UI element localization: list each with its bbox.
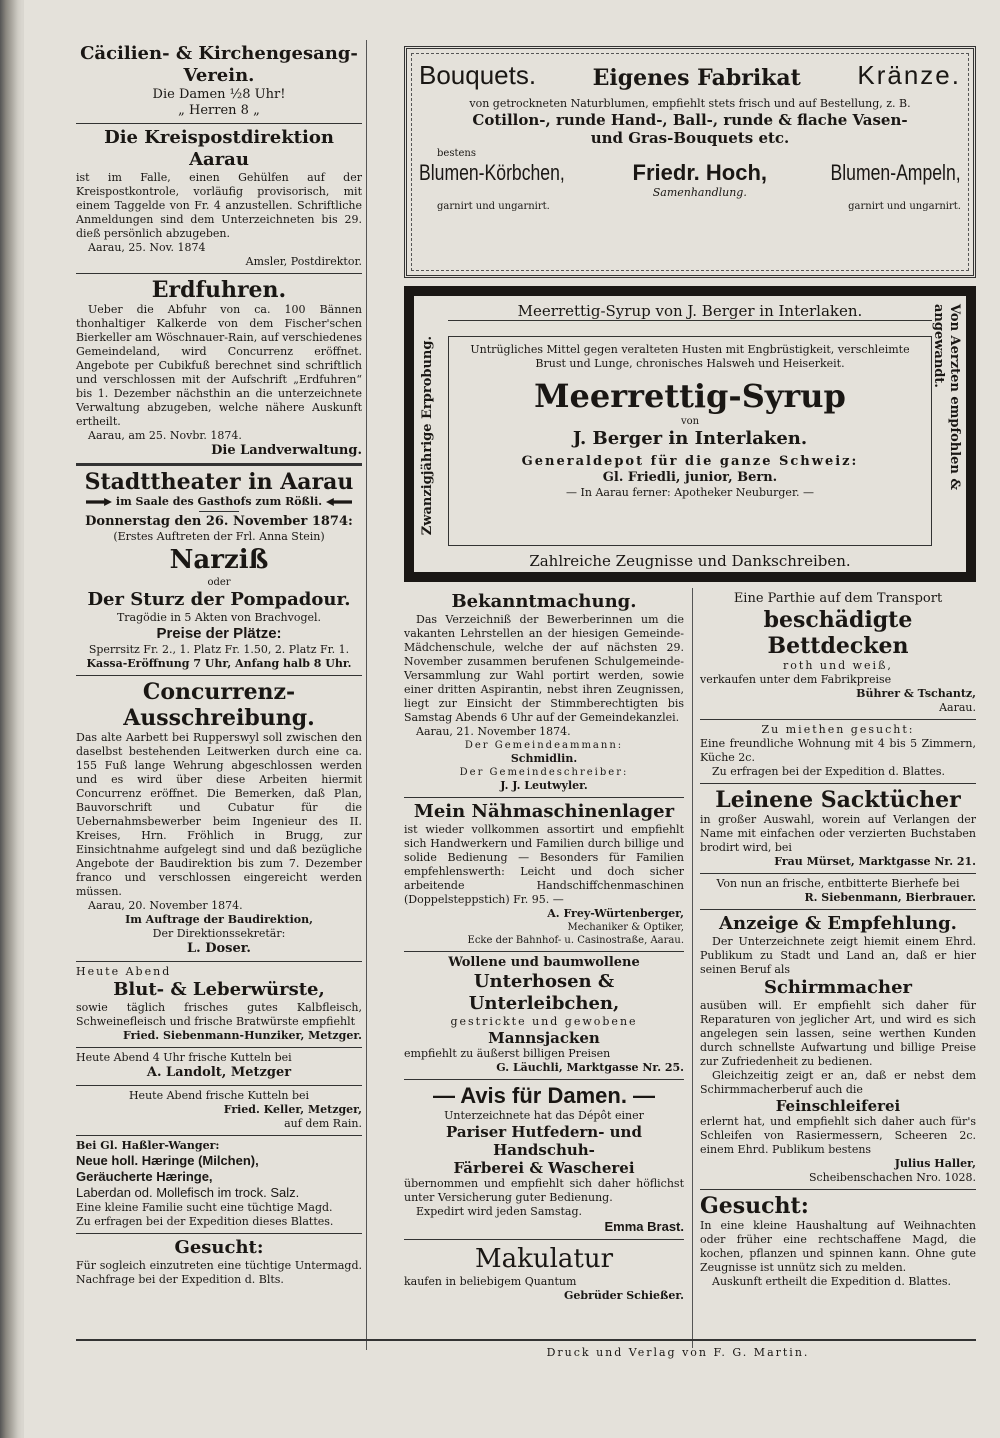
avis-l1: Unterzeichnete hat das Dépôt einer [444, 1109, 644, 1122]
left-column [76, 40, 362, 1291]
bekanntmachung-title: Bekanntmachung. [451, 591, 637, 612]
bouquets-line2: Cotillon-, runde Hand-, Ball-, runde & flache Vasen- [472, 111, 908, 129]
bouquets-garnirt-row [419, 200, 961, 213]
unterhosen-l3: Mannsjacken [488, 1029, 600, 1047]
kreispost-title: Die Kreispostdirektion Aarau [104, 127, 334, 170]
naehmaschinen-body: ist wieder vollkommen assortirt und empfiehlt sich Handwerkern und Familien durch billige und solide Bedienung — Besonders für Familien empfehlenswerth: Leicht und doch sicher arbeitende Handschiffchenmaschinen (Doppelsteppstich) Fr. 95. — [404, 823, 684, 906]
anzeige-job2: Feinschleiferei [775, 1097, 901, 1115]
erdfuhren-sign: Die Landverwaltung. [211, 443, 362, 458]
bekanntmachung-s4: J. J. Leutwyler. [500, 779, 588, 792]
kutteln2-line: Heute Abend frische Kutteln bei [128, 1089, 310, 1102]
bouquets-line1: von getrockneten Naturblumen, empfiehlt stets frisch und auf Bestellung, z. B. [469, 97, 911, 110]
bettdecken-l1: Eine Parthie auf dem Transport [733, 591, 943, 606]
makulatur-l1: kaufen in beliebigem Quantum [404, 1275, 577, 1288]
unterhosen-l2: gestrickte und gewobene [450, 1015, 638, 1028]
erdfuhren-title: Erdfuhren. [151, 277, 287, 303]
syrup-left-vertical: Zwanzigjährige Erprobung. [420, 336, 435, 536]
makulatur-sign: Gebrüder Schießer. [564, 1289, 684, 1302]
ad-avis [404, 1080, 684, 1240]
concurrenz-body: Das alte Aarbett bei Rupperswyl soll zwischen den daselbst bestehenden Leitwerken durch eine ca. 155 Fuß lange Wehrung abgeschlossen werden und es wird über diese Arbeiten hiermit Concurrenz eröffnet. Die Bemerken, daß Plan, Bauvorschrift und Cubatur für die Uebernahmsbewerber beim Ingenieur des II. Kreises, Hrn. Fröhlich in Brugg, zur Einsichtnahme aufgelegt sind und daß bezügliche Angebote der Baudirektion bis zum 7. Dezember franco und verschlossen eingereicht werden müssen. [76, 731, 362, 898]
ad-makulatur [404, 1240, 684, 1307]
ad-gesucht-magd [700, 1190, 976, 1293]
bouquets-firm: Samenhandlung. [652, 186, 747, 199]
wohnung-l2: Eine freundliche Wohnung mit 4 bis 5 Zimmern, Küche 2c. [700, 737, 976, 764]
ad-concurrenz [76, 676, 362, 962]
anzeige-job: Schirmmacher [763, 977, 913, 998]
theater-title: Stadttheater in Aarau [84, 469, 354, 495]
pointing-hand-icon [326, 498, 352, 506]
haering-line5: Zu erfragen bei der Expedition dieses Blattes. [76, 1215, 334, 1228]
ad-anzeige [700, 910, 976, 1190]
theater-times: Kassa-Eröffnung 7 Uhr, Anfang halb 8 Uhr. [86, 657, 352, 670]
anzeige-body2: ausüben will. Er empfiehlt sich daher für Reparaturen von jeglicher Art, und wird es sich angelegen sein lassen, seine werthen Kunden durch schnellste Aufwartung und billige Preise zur Zufriedenheit zu bedienen. [700, 999, 976, 1068]
pointing-hand-icon [86, 498, 112, 506]
bouquets-firm-block [633, 160, 767, 200]
blutwurst-sign: Fried. Siebenmann-Hunziker, Metzger. [123, 1029, 362, 1042]
kreispost-sign: Amsler, Postdirektor. [245, 255, 362, 268]
concurrenz-title: Concurrenz-Ausschreibung. [123, 679, 315, 731]
right-sub-right-column [700, 588, 976, 1293]
theater-play: Narziß [169, 545, 269, 575]
bouquets-header [419, 59, 961, 91]
gesucht2-title: Gesucht: [700, 1193, 809, 1219]
caecilien-line1: Die Damen ½8 Uhr! [152, 87, 286, 102]
naehmaschinen-s1: A. Frey-Würtenberger, [547, 907, 684, 920]
bettdecken-s2: Aarau. [939, 701, 976, 714]
gesucht-body: Für sogleich einzutreten eine tüchtige Untermagd. Nachfrage bei der Expedition d. Blts. [76, 1259, 362, 1286]
bekanntmachung-s2: Schmidlin. [510, 752, 578, 765]
divider [199, 511, 239, 512]
anzeige-body: Der Unterzeichnete zeigt hiemit einem Ehrd. Publikum zu Stadt und Land an, daß er hier seinen Beruf als [700, 935, 976, 976]
bouquets-line3: und Gras-Bouquets etc. [590, 129, 790, 147]
theater-genre: Tragödie in 5 Akten von Brachvogel. [116, 611, 322, 624]
right-sub-left-column [404, 588, 684, 1307]
naehmaschinen-s2: Mechaniker & Optiker, [567, 922, 684, 933]
sacktuecher-body: in großer Auswahl, worein auf Verlangen der Name mit einfachen oder verzierten Buchstaben brodirt wird, bei [700, 813, 976, 854]
bekanntmachung-date: Aarau, 21. November 1874. [416, 725, 571, 738]
bier-l1: Von nun an frische, entbitterte Bierhefe bei [716, 877, 960, 890]
caecilien-title: Cäcilien- & Kirchengesang-Verein. [80, 43, 358, 86]
gesucht2-l1: Auskunft ertheilt die Expedition d. Blattes. [712, 1275, 951, 1288]
kutteln1-sign: A. Landolt, Metzger [146, 1065, 292, 1080]
theater-venue-row [76, 495, 362, 509]
blutwurst-body: sowie täglich frisches gutes Kalbfleisch, Schweinefleisch und frische Bratwürste empfiehlt [76, 1001, 362, 1028]
ad-bier [700, 874, 976, 910]
theater-venue: im Saale des Gasthofs zum Rößli. [115, 495, 323, 508]
bouquets-bottom [419, 160, 961, 200]
anzeige-s1: Julius Haller, [894, 1157, 976, 1170]
kutteln1-line: Heute Abend 4 Uhr frische Kutteln bei [76, 1051, 292, 1064]
bouquets-left-title: Bouquets. [419, 60, 537, 90]
syrup-maker: J. Berger in Interlaken. [572, 428, 808, 449]
syrup-right-vertical: Von Aerzten empfohlen & angewandt. [931, 304, 962, 491]
bouquets-garnirt-right: garnirt und ungarnirt. [848, 201, 961, 212]
theater-oder: oder [207, 577, 231, 588]
bottom-rule [76, 1339, 976, 1341]
kreispost-body: ist im Falle, einen Gehülfen auf der Kreispostkontrole, vorläufig provisorisch, mit einem Taggelde von Fr. 4 anzustellen. Schriftliche Anmeldungen sind dem Unterzeichneten bis 29. dieß persönlich abzugeben. [76, 171, 362, 240]
ad-theater [76, 464, 362, 676]
bier-sign: R. Siebenmann, Bierbrauer. [804, 891, 976, 904]
syrup-header: Meerrettig-Syrup von J. Berger in Interlaken. [448, 300, 932, 321]
concurrenz-sign2: Der Direktionssekretär: [152, 927, 286, 940]
concurrenz-sign1: Im Auftrage der Baudirektion, [125, 913, 313, 926]
unterhosen-sign: G. Läuchli, Marktgasse Nr. 25. [496, 1061, 684, 1074]
unterhosen-l1: Wollene und baumwollene [448, 955, 640, 970]
naehmaschinen-s3: Ecke der Bahnhof- u. Casinostraße, Aarau. [467, 935, 684, 946]
ad-bekanntmachung [404, 588, 684, 798]
erdfuhren-body: Ueber die Abfuhr von ca. 100 Bännen thonhaltiger Kalkerde von dem Fischer'schen Bierkeller am Wöschnauer-Rain, auf verschiedenes Gemeindeland, wird Concurrenz eröffnet. Angebote per Cubikfuß berechnet sind schriftlich und verschlossen mit der Aufschrift „Erdfuhren“ bis 1. Dezember nächsthin an die unterzeichnete Verwaltung abzugeben, welche nähere Auskunft ertheilt. [76, 303, 362, 428]
bouquets-center-title: Eigenes Fabrikat [592, 65, 801, 91]
syrup-depot: Generaldepot für die ganze Schweiz: [521, 454, 859, 469]
anzeige-s2: Scheibenschachen Nro. 1028. [808, 1171, 976, 1184]
theater-prices: Sperrsitz Fr. 2., 1. Platz Fr. 1.50, 2. Platz Fr. 1. [88, 643, 350, 656]
syrup-title: Meerrettig-Syrup [534, 377, 846, 415]
kutteln2-sign1: Fried. Keller, Metzger, [223, 1103, 362, 1116]
kutteln2-sign2: auf dem Rain. [284, 1117, 362, 1130]
footer-imprint: Druck und Verlag von F. G. Martin. [546, 1346, 810, 1359]
ad-bouquets [404, 46, 976, 278]
sacktuecher-title: Leinene Sacktücher [715, 787, 961, 813]
makulatur-title: Makulatur [474, 1244, 614, 1274]
haering-line1: Neue holl. Hæringe (Milchen), [76, 1153, 259, 1168]
sacktuecher-sign: Frau Mürset, Marktgasse Nr. 21. [774, 855, 976, 868]
concurrenz-sign3: L. Doser. [187, 941, 251, 956]
theater-prices-title: Preise der Plätze: [156, 625, 282, 642]
syrup-inner-box [448, 336, 932, 546]
bettdecken-s1: Bührer & Tschantz, [856, 687, 976, 700]
concurrenz-date: Aarau, 20. November 1874. [88, 899, 243, 912]
syrup-depot-name: Gl. Friedli, junior, Bern. [602, 470, 778, 485]
ad-erdfuhren [76, 274, 362, 464]
unterhosen-title: Unterhosen & Unterleibchen, [468, 971, 620, 1014]
bouquets-name: Friedr. Hoch, [632, 160, 768, 185]
avis-l2: Expedirt wird jeden Samstag. [416, 1205, 582, 1218]
bettdecken-l3: verkaufen unter dem Fabrikpreise [700, 673, 892, 686]
syrup-aarau: — In Aarau ferner: Apotheker Neuburger. — [566, 486, 814, 499]
haering-line4: Eine kleine Familie sucht eine tüchtige Magd. [76, 1201, 333, 1214]
ad-wohnung [700, 720, 976, 784]
avis-title: — Avis für Damen. — [432, 1083, 656, 1108]
ad-kutteln-landolt [76, 1048, 362, 1086]
book-binding-edge [0, 0, 22, 1438]
haering-line3: Laberdan od. Mollefisch im trock. Salz. [76, 1185, 300, 1200]
bettdecken-title: beschädigte Bettdecken [763, 607, 913, 659]
blutwurst-title: Blut- & Leberwürste, [113, 979, 325, 1000]
syrup-desc: Untrügliches Mittel gegen veralteten Husten mit Engbrüstigkeit, verschleimte Brust und Lunge, chronisches Halsweh und Heiserkeit. [470, 343, 910, 370]
unterhosen-l4: empfiehlt zu äußerst billigen Preisen [404, 1047, 611, 1060]
bouquets-right-title: Kränze. [857, 60, 961, 90]
anzeige-body4: erlernt hat, und empfiehlt sich daher auch für's Schleifen von Rasiermessern, Scheeren 2c. einem Ehrd. Publikum bestens [700, 1115, 976, 1156]
ad-blutwurst [76, 962, 362, 1048]
column-divider [366, 40, 367, 1350]
ad-sacktuecher [700, 784, 976, 874]
gesucht2-body: In eine kleine Haushaltung auf Weihnachten oder früher eine rechtschaffene Magd, die kochen, pflanzen und spinnen kann. Ohne gute Zeugnisse ist unnütz sich zu melden. [700, 1219, 976, 1274]
column-divider [692, 588, 693, 1348]
syrup-footer: Zahlreiche Zeugnisse und Dankschreiben. [529, 552, 851, 570]
ad-kreispost [76, 124, 362, 274]
bouquets-bestens: bestens [437, 148, 476, 159]
theater-subtitle: Der Sturz der Pompadour. [87, 589, 351, 610]
theater-date: Donnerstag den 26. November 1874: [85, 514, 353, 529]
ad-bettdecken [700, 588, 976, 720]
bekanntmachung-body: Das Verzeichniß der Bewerberinnen um die vakanten Lehrstellen an der hiesigen Gemeinde-Mädchenschule, welche der auf nächsten 29. November zusammen berufenen Schulgemeinde-Versammlung zur Wahl portirt werden, sowie einer dritten Aspirantin, nebst ihren Zeugnissen, liegt zur Einsicht der Stimmberechtigten bis Samstag Abends 6 Uhr auf der Gemeindekanzlei. [404, 613, 684, 724]
gesucht-title: Gesucht: [174, 1237, 264, 1258]
avis-sign: Emma Brast. [604, 1219, 684, 1234]
syrup-von: von [680, 416, 700, 427]
theater-note: (Erstes Auftreten der Frl. Anna Stein) [113, 530, 325, 543]
ad-caecilien [76, 40, 362, 124]
bouquets-koerbchen: Blumen-Körbchen, [419, 160, 565, 185]
ad-kutteln-keller [76, 1086, 362, 1136]
bettdecken-l2: roth und weiß, [783, 659, 893, 672]
haering-intro: Bei Gl. Haßler-Wanger: [76, 1139, 220, 1152]
wohnung-l1: Zu miethen gesucht: [761, 723, 915, 736]
erdfuhren-date: Aarau, am 25. Novbr. 1874. [88, 429, 242, 442]
bouquets-garnirt-left: garnirt und ungarnirt. [437, 201, 550, 212]
ad-syrup [404, 286, 976, 582]
ad-haering [76, 1136, 362, 1234]
ad-naehmaschinen [404, 798, 684, 952]
anzeige-body3: Gleichzeitig zeigt er an, daß er nebst dem Schirmmacherberuf auch die [700, 1069, 976, 1096]
avis-title3: Färberei & Wascherei [453, 1159, 635, 1177]
naehmaschinen-title: Mein Nähmaschinenlager [413, 801, 675, 822]
ad-gesucht-untermagd [76, 1234, 362, 1291]
wohnung-l3: Zu erfragen bei der Expedition d. Blattes. [712, 765, 946, 778]
haering-line2: Geräucherte Hæringe, [76, 1169, 213, 1184]
bekanntmachung-s1: Der Gemeindeammann: [464, 740, 624, 751]
caecilien-line2: „ Herren 8 „ [178, 103, 260, 118]
blutwurst-intro: Heute Abend [76, 965, 172, 978]
kreispost-date: Aarau, 25. Nov. 1874 [88, 241, 206, 254]
bekanntmachung-s3: Der Gemeindeschreiber: [459, 767, 629, 778]
anzeige-title: Anzeige & Empfehlung. [719, 913, 957, 934]
ad-unterhosen [404, 952, 684, 1080]
bouquets-ampeln: Blumen-Ampeln, [830, 160, 961, 185]
avis-body: übernommen und empfiehlt sich daher höflichst unter Versicherung guter Bedienung. [404, 1177, 684, 1204]
avis-title2: Pariser Hutfedern- und Handschuh- [446, 1123, 642, 1159]
